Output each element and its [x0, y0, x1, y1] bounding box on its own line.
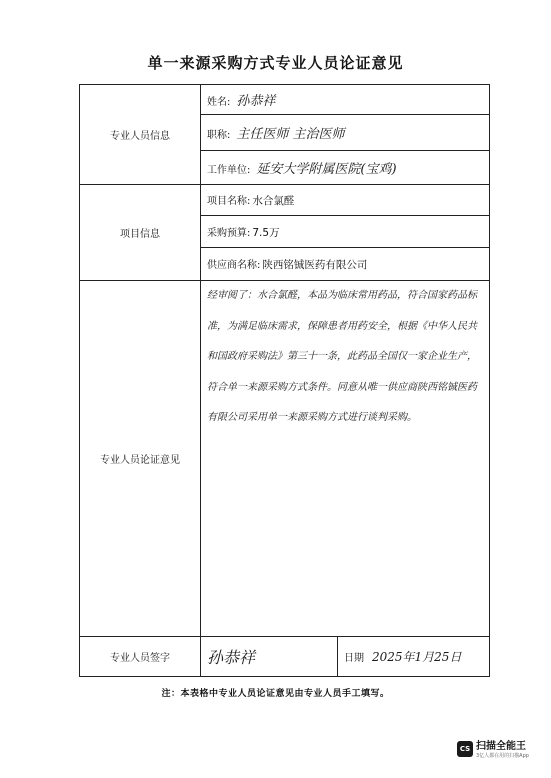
signature-handwritten: 孙恭祥	[207, 648, 256, 667]
project-name-cell	[201, 185, 490, 216]
expert-name-cell	[201, 85, 490, 115]
brand-tagline: 3亿人都在用的扫描App	[476, 753, 529, 759]
date-label: 日期	[344, 653, 364, 664]
budget-cell	[201, 216, 490, 248]
date-handwritten: 2025年1月25日	[372, 650, 462, 664]
project-name-label: 项目名称:	[207, 196, 251, 207]
row-project-name	[80, 185, 490, 216]
project-name-value: 水合氯醛	[252, 195, 295, 207]
title-handwritten: 主任医师 主治医师	[236, 127, 345, 142]
supplier-value: 陕西铭铖医药有限公司	[262, 259, 368, 271]
work-label: 工作单位:	[207, 165, 251, 176]
row-expert-name	[80, 85, 490, 115]
name-label: 姓名:	[207, 97, 231, 108]
opinion-handwritten-text: 经审阅了：水合氯醛，本品为临床常用药品，符合国家药品标准，为满足临床需求，保障患者用药安全，根据《中华人民共和国政府采购法》第三十一条，此药品全国仅一家企业生产，符合单一来源采购方式条件。同意从唯一供应商陕西铭铖医药有限公司采用单一来源采购方式进行谈判采购。	[201, 281, 490, 637]
signature-label: 专业人员签字	[80, 637, 201, 677]
opinion-label: 专业人员论证意见	[80, 281, 201, 637]
row-signature	[80, 637, 490, 677]
document-title: 单一来源采购方式专业人员论证意见	[147, 54, 404, 72]
date-cell	[338, 637, 490, 677]
brand-name: 扫描全能王	[476, 741, 526, 752]
work-handwritten: 延安大学附属医院(宝鸡)	[256, 162, 397, 177]
brand-text	[476, 740, 529, 760]
signature-cell	[201, 637, 338, 677]
name-handwritten: 孙恭祥	[236, 94, 276, 109]
camscanner-logo-icon: CS	[457, 741, 473, 757]
footnote: 注：本表格中专业人员论证意见由专业人员手工填写。	[161, 689, 390, 699]
expert-work-cell	[201, 151, 490, 185]
budget-value: 7.5万	[252, 226, 280, 239]
row-opinion	[80, 281, 490, 637]
project-info-label: 项目信息	[80, 185, 201, 281]
scanner-watermark	[457, 740, 543, 770]
title-label: 职称:	[207, 130, 231, 141]
supplier-label: 供应商名称:	[207, 260, 261, 271]
argument-form-table	[79, 84, 490, 677]
expert-title-cell	[201, 115, 490, 151]
supplier-cell	[201, 248, 490, 281]
budget-label: 采购预算:	[207, 227, 251, 239]
expert-info-label: 专业人员信息	[80, 85, 201, 185]
